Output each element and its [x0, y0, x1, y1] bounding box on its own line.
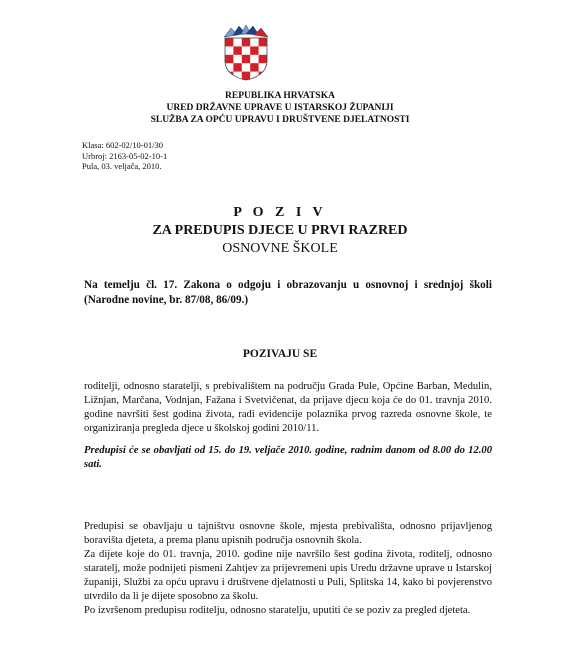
issuer-line-office: URED DRŽAVNE UPRAVE U ISTARSKOJ ŽUPANIJI: [166, 103, 394, 113]
issuer-line-country: REPUBLIKA HRVATSKA: [225, 91, 335, 101]
paragraph-early-enrollment: Za dijete koje do 01. travnja, 2010. godine nije navršilo šest godina života, roditelj, odnosno staratelj, može podnijeti pismeni Zahtjev za prijevremeni upis Uredu državne uprave u Istarskoj županiji, Službi za opću upravu i društvene djelatnosti u Puli, Splitska 14, kako bi povjerenstvo utvrdilo da li je dijete sposobno za školu.: [84, 549, 492, 602]
issuer-block: [80, 90, 480, 126]
title-poziv: P O Z I V: [233, 205, 327, 220]
paragraph-invitation: roditelji, odnosno staratelji, s prebivalištem na području Grada Pule, Općine Barban, Medulin, Ližnjan, Marčana, Vodnjan, Fažana i Svetvičenat, da prijave djecu koja će do 01. travnja 2010. godine navršiti šest godina života, radi evidencije polaznika prvog razreda osnovne škole, te organiziranja pregleda djece u školskoj godini 2010/11.: [84, 381, 492, 434]
title-subject: ZA PREDUPIS DJECE U PRVI RAZRED: [152, 223, 408, 238]
section-heading: POZIVAJU SE: [242, 348, 318, 360]
title-school: OSNOVNE ŠKOLE: [222, 241, 338, 256]
paragraph-location: Predupisi se obavljaju u tajništvu osnovne škole, mjesta prebivališta, odnosno prijavljenog boravišta djeteta, a prema planu upisnih područja osnovnih škola.: [84, 521, 492, 546]
paragraph-schedule: Predupisi će se obavljati od 15. do 19. veljače 2010. godine, radnim danom od 8.00 do 12.00 sati.: [84, 445, 492, 470]
issuer-line-service: SLUŽBA ZA OPĆU UPRAVU I DRUŠTVENE DJELATNOSTI: [150, 115, 410, 125]
document-title: [80, 204, 480, 258]
crown: [224, 25, 268, 37]
paragraph-followup: Po izvršenom predupisu roditelju, odnosno staratelju, uputiti će se poziv za pregled djeteta.: [84, 605, 471, 616]
urbroj-number: Urbroj: 2163-05-02-10-1: [82, 150, 168, 161]
croatian-coat-of-arms-icon: [222, 25, 270, 81]
klasa-number: Klasa: 602-02/10-01/30: [82, 140, 163, 150]
document-date: Pula, 03. veljača, 2010.: [82, 161, 162, 171]
checkerboard-shield: [225, 38, 267, 81]
legal-basis: Na temelju čl. 17. Zakona o odgoju i obrazovanju u osnovnoj i srednjoj školi (Narodne novine, br. 87/08, 86/09.): [84, 279, 492, 306]
paragraph-details: [84, 520, 492, 618]
document-metadata: [82, 140, 167, 172]
